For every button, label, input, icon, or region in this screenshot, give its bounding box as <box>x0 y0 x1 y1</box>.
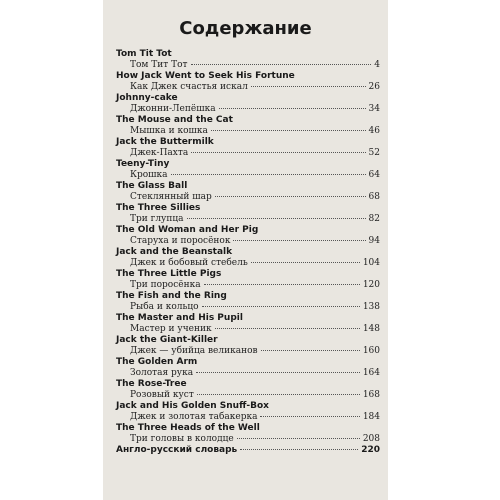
dictionary-label: Англо-русский словарь <box>116 445 238 455</box>
toc-entry <box>116 181 380 203</box>
table-of-contents <box>116 49 380 456</box>
entry-line <box>116 170 380 181</box>
page-number: 148 <box>362 324 380 334</box>
entry-title-russian: Джонни-Лепёшка <box>130 104 216 114</box>
dot-leader <box>261 350 360 351</box>
dot-leader <box>215 196 366 197</box>
toc-entry <box>116 115 380 137</box>
dot-leader <box>196 372 360 373</box>
dot-leader <box>251 86 366 87</box>
entry-line <box>116 280 380 291</box>
entry-line <box>116 434 380 445</box>
dot-leader <box>237 438 360 439</box>
entry-title-russian: Старуха и поросёнок <box>130 236 231 246</box>
entry-title-russian: Три поросёнка <box>130 280 201 290</box>
entry-title-russian: Золотая рука <box>130 368 194 378</box>
dot-leader <box>202 306 360 307</box>
dot-leader <box>197 394 360 395</box>
toc-entry <box>116 247 380 269</box>
entry-title-russian: Джек и золотая табакерка <box>130 412 258 422</box>
dot-leader <box>260 416 359 417</box>
toc-entry <box>116 71 380 93</box>
entry-title-english: The Three Sillies <box>116 203 201 213</box>
toc-entry <box>116 225 380 247</box>
entry-line <box>116 192 380 203</box>
entry-title-english: Tom Tit Tot <box>116 49 172 59</box>
toc-entry <box>116 137 380 159</box>
entry-line <box>116 60 380 71</box>
dot-leader <box>211 130 366 131</box>
dot-leader <box>251 262 360 263</box>
entry-title-russian: Рыба и кольцо <box>130 302 199 312</box>
page-number: 208 <box>362 434 380 444</box>
dot-leader <box>240 449 358 450</box>
page-number: 46 <box>368 126 380 136</box>
entry-title-english: Jack the Buttermilk <box>116 137 214 147</box>
page-number: 120 <box>362 280 380 290</box>
entry-title-english: The Old Woman and Her Pig <box>116 225 259 235</box>
entry-line <box>116 258 380 269</box>
entry-title-russian: Том Тит Тот <box>130 60 188 70</box>
book-page <box>103 0 388 500</box>
entry-title-english: The Master and His Pupil <box>116 313 243 323</box>
entry-line <box>116 104 380 115</box>
page-number: 184 <box>362 412 380 422</box>
page-number: 160 <box>362 346 380 356</box>
dot-leader <box>171 174 366 175</box>
page-number: 34 <box>368 104 380 114</box>
entry-line <box>116 148 380 159</box>
entry-line <box>116 346 380 357</box>
toc-entry <box>116 401 380 423</box>
entry-line <box>116 368 380 379</box>
page-number: 104 <box>362 258 380 268</box>
entry-title-russian: Три головы в колодце <box>130 434 234 444</box>
entry-line <box>116 390 380 401</box>
entry-title-english: The Glass Ball <box>116 181 188 191</box>
entry-title-russian: Джек-Пахта <box>130 148 189 158</box>
entry-title-russian: Мышка и кошка <box>130 126 208 136</box>
dot-leader <box>191 64 372 65</box>
page-number: 220 <box>361 445 380 455</box>
entry-title-english: Johnny-cake <box>116 93 178 103</box>
entry-title-english: The Golden Arm <box>116 357 198 367</box>
toc-entry <box>116 423 380 445</box>
page-number: 82 <box>368 214 380 224</box>
entry-line <box>116 302 380 313</box>
entry-title-russian: Розовый куст <box>130 390 194 400</box>
toc-entry <box>116 379 380 401</box>
toc-entry <box>116 291 380 313</box>
page-number: 68 <box>368 192 380 202</box>
page-number: 4 <box>374 60 380 70</box>
page-number: 52 <box>368 148 380 158</box>
entry-title-russian: Как Джек счастья искал <box>130 82 248 92</box>
toc-entry <box>116 335 380 357</box>
dot-leader <box>215 328 360 329</box>
entry-title-russian: Джек и бобовый стебель <box>130 258 248 268</box>
entry-title-english: The Three Little Pigs <box>116 269 222 279</box>
entry-line <box>116 82 380 93</box>
dot-leader <box>219 108 366 109</box>
entry-title-english: The Rose-Tree <box>116 379 187 389</box>
entry-line <box>116 126 380 137</box>
dot-leader <box>204 284 360 285</box>
entry-title-russian: Джек — убийца великанов <box>130 346 258 356</box>
entry-title-russian: Три глупца <box>130 214 184 224</box>
dot-leader <box>191 152 365 153</box>
dot-leader <box>233 240 365 241</box>
entry-line <box>116 214 380 225</box>
entry-title-english: How Jack Went to Seek His Fortune <box>116 71 295 81</box>
entry-title-russian: Стеклянный шар <box>130 192 212 202</box>
entry-title-english: Jack the Giant-Killer <box>116 335 218 345</box>
entry-title-english: The Three Heads of the Well <box>116 423 260 433</box>
page-number: 94 <box>368 236 380 246</box>
entry-line <box>116 412 380 423</box>
entry-line <box>116 236 380 247</box>
page-title: Содержание <box>179 18 312 39</box>
toc-entry <box>116 203 380 225</box>
entry-title-english: Teeny-Tiny <box>116 159 170 169</box>
entry-title-russian: Крошка <box>130 170 168 180</box>
toc-entry <box>116 159 380 181</box>
toc-entry <box>116 269 380 291</box>
toc-entry <box>116 313 380 335</box>
toc-entry <box>116 93 380 115</box>
entry-line <box>116 324 380 335</box>
page-number: 168 <box>362 390 380 400</box>
entry-title-english: The Fish and the Ring <box>116 291 227 301</box>
page-number: 164 <box>362 368 380 378</box>
toc-entry <box>116 49 380 71</box>
entry-title-english: Jack and the Beanstalk <box>116 247 233 257</box>
page-number: 26 <box>368 82 380 92</box>
dot-leader <box>187 218 366 219</box>
toc-entry <box>116 357 380 379</box>
entry-title-english: The Mouse and the Cat <box>116 115 233 125</box>
dictionary-entry <box>116 445 380 456</box>
page-number: 138 <box>362 302 380 312</box>
entry-title-english: Jack and His Golden Snuff-Box <box>116 401 269 411</box>
page-number: 64 <box>368 170 380 180</box>
entry-title-russian: Мастер и ученик <box>130 324 212 334</box>
